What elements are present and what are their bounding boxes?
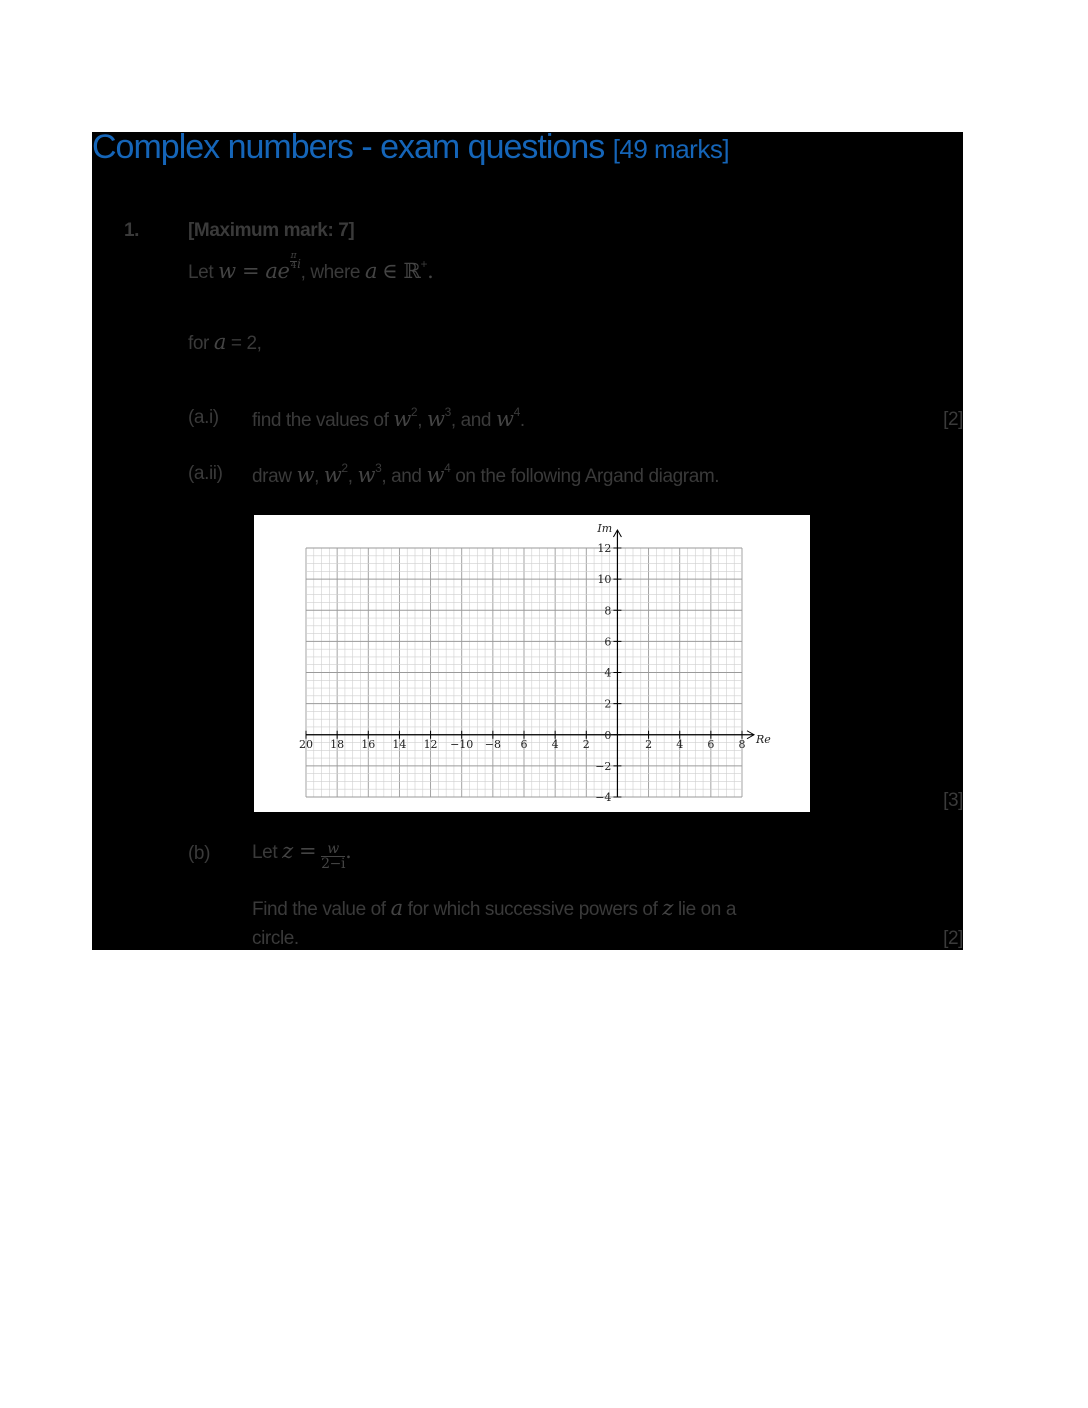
intro-exponent: π 4 i — [290, 251, 301, 271]
x-tick-label: 4 — [551, 737, 559, 751]
intro-w-equation: w = ae — [218, 259, 290, 283]
y-tick-label: −2 — [595, 759, 612, 773]
imaginary-axis-label: Im — [597, 522, 613, 535]
x-tick-label: 2 — [582, 737, 590, 751]
x-tick-label: 6 — [707, 737, 715, 751]
title-text: Complex numbers - exam questions — [92, 128, 605, 166]
part-ai-marks: [2] — [943, 409, 963, 430]
part-b-label: (b) — [188, 843, 211, 864]
x-tick-label: 14 — [392, 737, 407, 751]
x-tick-label: 16 — [361, 737, 376, 751]
x-tick-label: 8 — [738, 737, 746, 751]
title-total-marks: [49 marks] — [612, 134, 730, 164]
x-tick-label: −10 — [450, 737, 474, 751]
question-intro: Let w = ae $^{\frac{\pi}{4} i}$, where a ∈ ℝ+. — [188, 251, 434, 283]
question-number: 1. — [124, 220, 140, 241]
y-tick-label: 4 — [604, 666, 612, 680]
condition-line: for a = 2, — [188, 330, 262, 354]
part-b-fraction: $\frac{w}{2-i}$ — [321, 841, 346, 872]
x-tick-label: −8 — [484, 737, 501, 751]
x-tick-label: 12 — [423, 737, 438, 751]
y-tick-label: 6 — [604, 635, 612, 649]
y-tick-label: 10 — [597, 573, 612, 587]
page-title — [92, 128, 729, 167]
x-tick-label: 4 — [676, 737, 684, 751]
part-b-question-line2: circle. — [252, 928, 299, 949]
y-tick-label: 2 — [604, 697, 612, 711]
argand-grid-svg — [254, 515, 810, 812]
part-ai-label: (a.i) — [188, 407, 219, 428]
part-aii-marks: [3] — [943, 790, 963, 811]
y-tick-label: 8 — [604, 604, 612, 618]
x-tick-label: 6 — [520, 737, 528, 751]
part-b-marks: [2] — [943, 928, 963, 949]
real-axis-label: Re — [756, 732, 771, 746]
part-aii-text: draw w, $w^2$, $w^3$, and $w^4$ on the following Argand diagram. — [252, 461, 720, 487]
part-b-let: Let z = $\frac{w}{2-i}$ . — [252, 839, 352, 872]
x-tick-label: 18 — [330, 737, 345, 751]
part-b-question-line1: Find the value of a for which successive powers of z lie on a — [252, 896, 737, 920]
part-ai-text: find the values of $w^2$, $w^3$, and $w^4$. — [252, 405, 525, 431]
y-tick-label: 12 — [597, 542, 612, 555]
y-tick-label: −4 — [595, 791, 612, 804]
y-tick-label: 0 — [604, 728, 612, 742]
x-tick-label: 2 — [645, 737, 653, 751]
argand-diagram[interactable] — [252, 513, 812, 814]
max-mark: [Maximum mark: 7] — [188, 220, 355, 241]
x-tick-label: 20 — [299, 737, 313, 751]
part-aii-label: (a.ii) — [188, 463, 223, 484]
